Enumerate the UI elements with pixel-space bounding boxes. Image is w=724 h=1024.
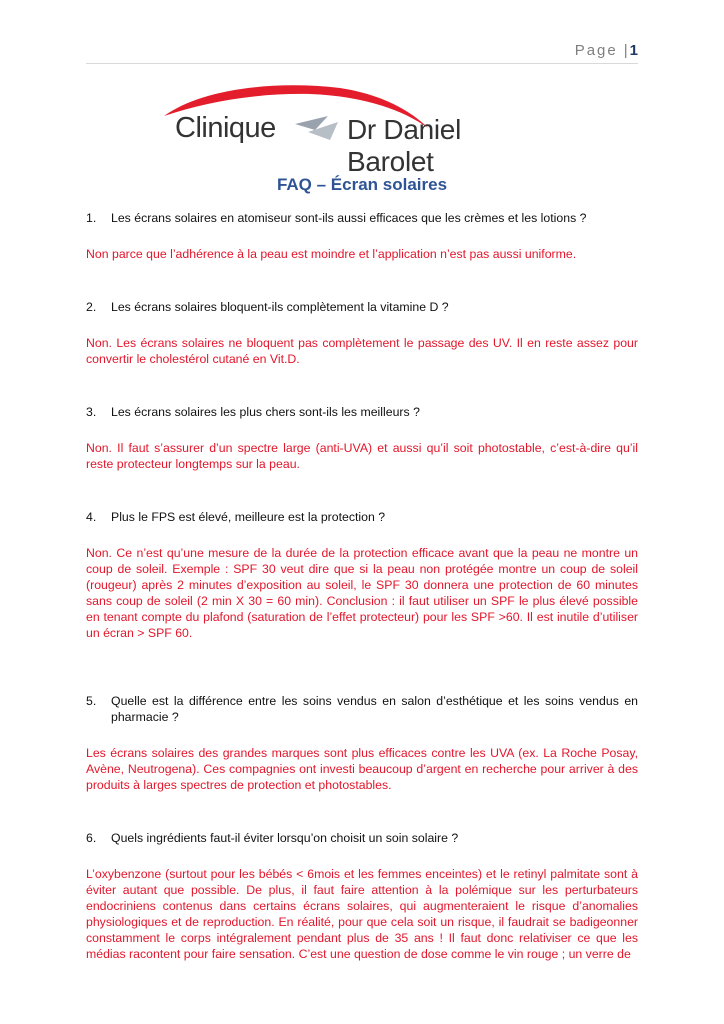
faq-answer: Non. Il faut s’assurer d’un spectre large (anti-UVA) et aussi qu’il soit photostable, c’est-à-dire qu’il reste protecteur longtemps sur la peau. xyxy=(86,441,638,471)
faq-question xyxy=(86,830,638,846)
page-header xyxy=(575,42,638,59)
faq-item xyxy=(86,830,638,962)
faq-answer: Non. Ce n’est qu’une mesure de la durée de la protection efficace avant que la peau ne montre un coup de soleil. Exemple : SPF 30 veut dire que si la peau non protégée montre un coup de soleil (rougeur) après 2 minutes d’exposition au soleil, le SPF 30 donnera une protection de 60 minutes sans coup de soleil (2 min X 30 = 60 min). Conclusion : il faut utiliser un SPF le plus élevé possible en tenant compte du plafond (saturation de l’effet protecteur) pour les SPF >60. Il est inutile d’utiliser un écran > SPF 60. xyxy=(86,546,638,640)
faq-item xyxy=(86,693,638,793)
question-text: Les écrans solaires en atomiseur sont-ils aussi efficaces que les crèmes et les lotions ? xyxy=(111,211,587,225)
clinic-logo xyxy=(160,82,540,177)
question-number: 2. xyxy=(86,300,97,314)
question-number: 5. xyxy=(86,694,97,708)
faq-question xyxy=(86,210,638,226)
faq-item xyxy=(86,210,638,262)
faq-answer: Non. Les écrans solaires ne bloquent pas complètement le passage des UV. Il en reste assez pour convertir le cholestérol cutané en Vit.D. xyxy=(86,336,638,366)
question-text: Quelle est la différence entre les soins vendus en salon d’esthétique et les soins vendus en pharmacie ? xyxy=(111,694,638,724)
faq-question xyxy=(86,299,638,315)
faq-item xyxy=(86,299,638,367)
faq-answer: Les écrans solaires des grandes marques sont plus efficaces contre les UVA (ex. La Roche Posay, Avène, Neutrogena). Ces compagnies ont investi beaucoup d’argent en recherche pour arriver à des produits à larges spectres de protection et photostables. xyxy=(86,746,638,792)
question-number: 3. xyxy=(86,405,97,419)
question-text: Les écrans solaires bloquent-ils complètement la vitamine D ? xyxy=(111,300,449,314)
question-number: 1. xyxy=(86,211,97,225)
faq-list xyxy=(86,210,638,962)
page-word: Page xyxy=(574,42,618,59)
faq-answer: Non parce que l’adhérence à la peau est moindre et l’application n’est pas aussi uniforme. xyxy=(86,247,577,261)
question-text: Les écrans solaires les plus chers sont-ils les meilleurs ? xyxy=(111,405,420,419)
page-separator: | xyxy=(623,42,628,59)
question-number: 6. xyxy=(86,831,97,845)
page-title: FAQ – Écran solaires xyxy=(276,175,448,194)
faq-item xyxy=(86,509,638,641)
faq-question xyxy=(86,693,638,725)
faq-item xyxy=(86,404,638,472)
page-number: 1 xyxy=(629,42,638,59)
header-rule xyxy=(86,63,638,64)
logo-text-clinique: Clinique xyxy=(175,112,276,144)
question-number: 4. xyxy=(86,510,97,524)
faq-question xyxy=(86,509,638,525)
question-text: Quels ingrédients faut-il éviter lorsqu’on choisit un soin solaire ? xyxy=(111,831,459,845)
faq-question xyxy=(86,404,638,420)
question-text: Plus le FPS est élevé, meilleure est la protection ? xyxy=(111,510,386,524)
faq-answer: L’oxybenzone (surtout pour les bébés < 6mois et les femmes enceintes) et le retinyl palmitate sont à éviter autant que possible. De plus, il faut faire attention à la polémique sur les perturbateurs endocriniens contenus dans certains écrans solaires, qui augmenteraient le risque d’anomalies physiologiques et de reproduction. En réalité, pour que cela soit un risque, il faudrait se badigeonner constamment le corps intégralement pendant plus de 35 ans ! Il faut donc relativiser ce que les médias racontent pour faire sensation. C’est une question de dose comme le vin rouge ; un verre de xyxy=(86,867,638,961)
logo-text-doctor: Dr Daniel Barolet xyxy=(347,114,462,177)
